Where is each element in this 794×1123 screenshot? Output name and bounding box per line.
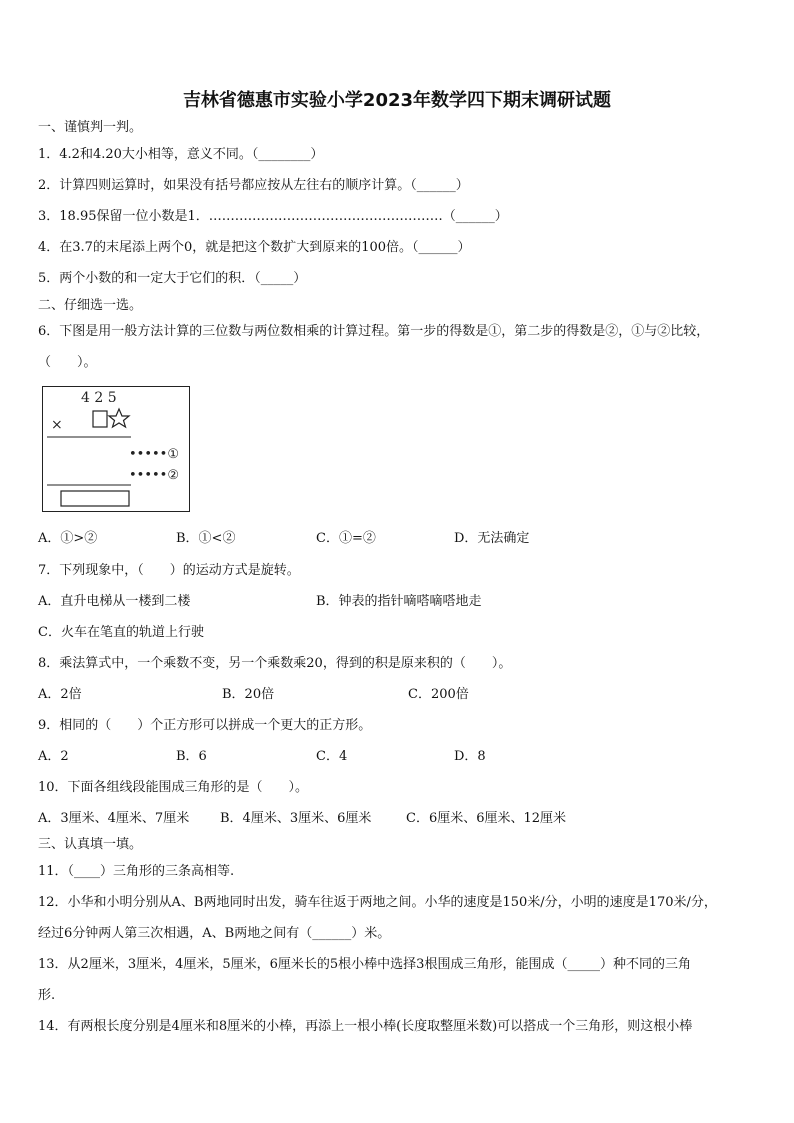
question-6-stem-cont: （ ）。 <box>38 355 97 370</box>
question-1: 1．4.2和4.20大小相等，意义不同。（________） <box>38 147 324 162</box>
section-heading-3: 三、认真填一填。 <box>38 837 143 852</box>
q8-option-b[interactable]: B．20倍 <box>222 687 275 702</box>
section-heading-1: 一、谨慎判一判。 <box>38 120 143 135</box>
q9-option-a[interactable]: A．2 <box>38 749 69 764</box>
q9-option-d[interactable]: D．8 <box>454 749 486 764</box>
question-13-line-2: 形. <box>38 988 56 1003</box>
q10-option-c[interactable]: C．6厘米、6厘米、12厘米 <box>406 811 567 826</box>
question-8-stem: 8．乘法算式中，一个乘数不变，另一个乘数乘20，得到的积是原来积的（ ）。 <box>38 656 512 671</box>
multiplication-figure <box>42 386 190 512</box>
q6-option-d[interactable]: D．无法确定 <box>454 531 530 546</box>
partial-product-2: •••••② <box>129 468 179 483</box>
section-heading-2: 二、仔细选一选。 <box>38 298 143 313</box>
question-3: 3．18.95保留一位小数是1．………………………………………………（______） <box>38 209 508 224</box>
partial-product-1: •••••① <box>129 447 179 462</box>
q9-option-b[interactable]: B．6 <box>176 749 207 764</box>
times-sign: × <box>51 417 63 433</box>
question-13-line-1: 13．从2厘米，3厘米，4厘米，5厘米，6厘米长的5根小棒中选择3根围成三角形，能围成（_____）种不同的三角 <box>38 957 691 972</box>
multiplicand-digits: 4 2 5 <box>81 390 117 406</box>
q7-option-c[interactable]: C．火车在笔直的轨道上行驶 <box>38 625 204 640</box>
q10-option-a[interactable]: A．3厘米、4厘米、7厘米 <box>38 811 190 826</box>
q8-option-a[interactable]: A．2倍 <box>38 687 82 702</box>
q8-option-c[interactable]: C．200倍 <box>408 687 469 702</box>
question-5: 5．两个小数的和一定大于它们的积．（_____） <box>38 271 307 286</box>
question-14: 14．有两根长度分别是4厘米和8厘米的小棒，再添上一根小棒(长度取整厘米数)可以搭成一个三角形，则这根小棒 <box>38 1019 693 1034</box>
q7-option-b[interactable]: B．钟表的指针嘀嗒嘀嗒地走 <box>316 594 482 609</box>
question-4: 4．在3.7的末尾添上两个0，就是把这个数扩大到原来的100倍。（______） <box>38 240 471 255</box>
q7-option-a[interactable]: A．直升电梯从一楼到二楼 <box>38 594 191 609</box>
q6-option-a[interactable]: A．①>② <box>38 531 98 546</box>
question-7-stem: 7．下列现象中，（ ）的运动方式是旋转。 <box>38 563 300 578</box>
question-12-line-1: 12．小华和小明分别从A、B两地同时出发，骑车往返于两地之间。小华的速度是150米/分，小明的速度是170米/分， <box>38 895 717 910</box>
star-symbol <box>109 409 129 427</box>
question-9-stem: 9．相同的（ ）个正方形可以拼成一个更大的正方形。 <box>38 718 372 733</box>
q10-option-b[interactable]: B．4厘米、3厘米、6厘米 <box>220 811 372 826</box>
question-11: 11．（____）三角形的三条高相等. <box>38 864 235 879</box>
q9-option-c[interactable]: C．4 <box>316 749 348 764</box>
question-2: 2．计算四则运算时，如果没有括号都应按从左往右的顺序计算。（______） <box>38 178 469 193</box>
q6-option-b[interactable]: B．①<② <box>176 531 236 546</box>
square-symbol <box>93 411 107 427</box>
question-10-stem: 10．下面各组线段能围成三角形的是（ ）。 <box>38 780 309 795</box>
page-title: 吉林省德惠市实验小学2023年数学四下期末调研试题 <box>182 90 612 111</box>
q6-option-c[interactable]: C．①=② <box>316 531 376 546</box>
vertical-multiplication-diagram <box>43 387 191 513</box>
result-box <box>61 491 129 506</box>
question-12-line-2: 经过6分钟两人第三次相遇，A、B两地之间有（______）米。 <box>38 926 391 941</box>
question-6-stem: 6．下图是用一般方法计算的三位数与两位数相乘的计算过程。第一步的得数是①，第二步的得数是②，①与②比较， <box>38 324 710 339</box>
